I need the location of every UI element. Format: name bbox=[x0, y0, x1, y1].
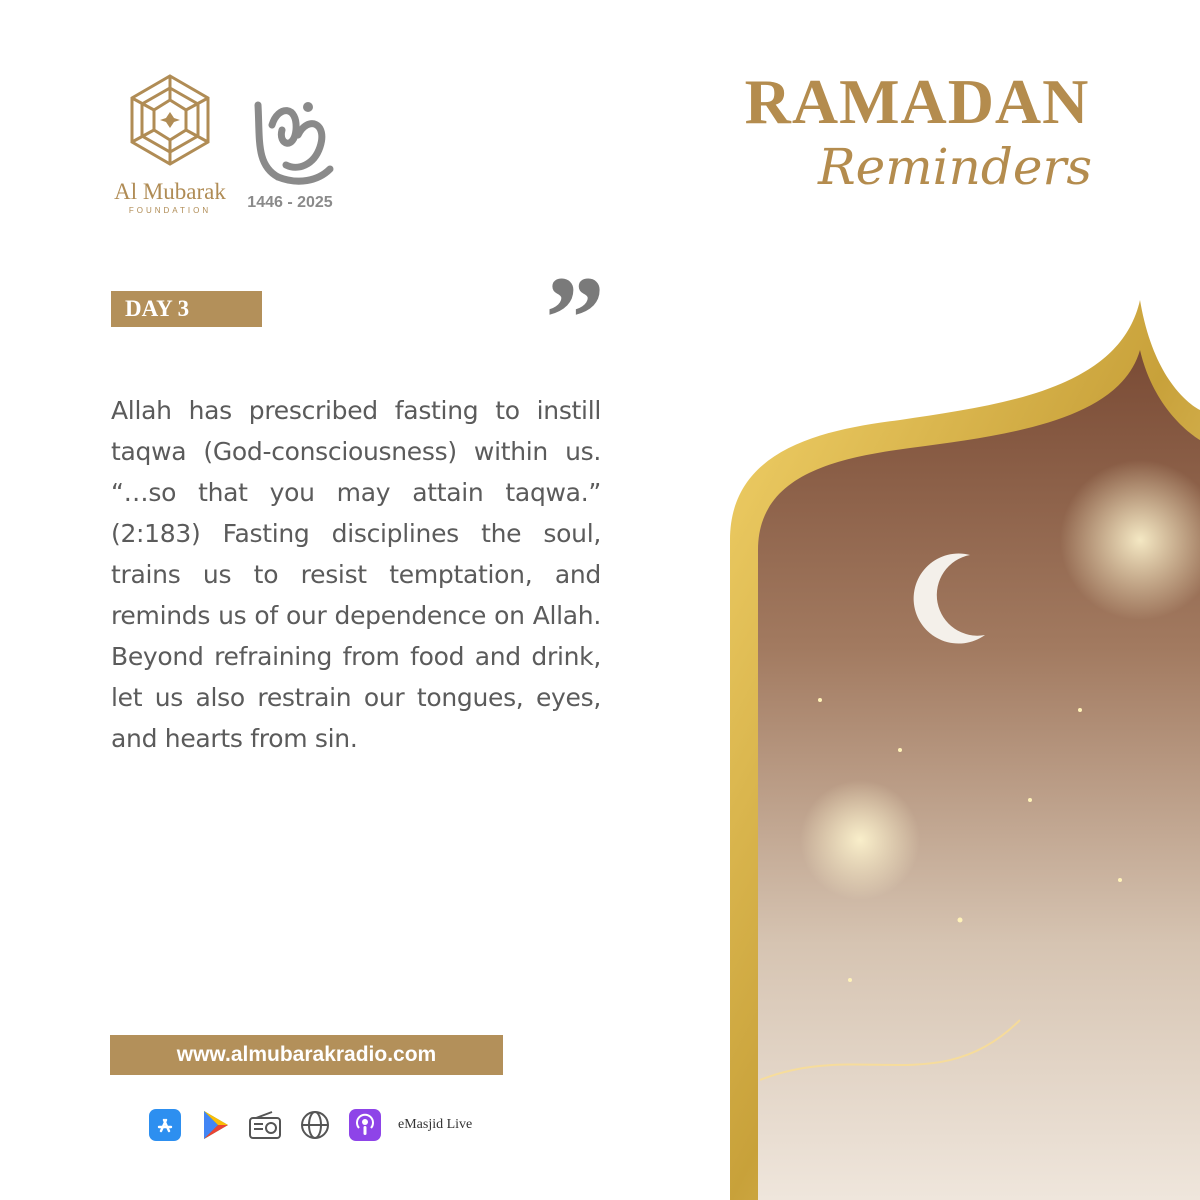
geometric-star-logo-icon bbox=[128, 72, 212, 168]
radio-icon[interactable] bbox=[248, 1108, 282, 1142]
day-badge: DAY 3 bbox=[111, 291, 262, 327]
google-play-icon[interactable] bbox=[198, 1108, 232, 1142]
podcast-icon[interactable] bbox=[348, 1108, 382, 1142]
app-links bbox=[148, 1108, 472, 1142]
page-subtitle: Reminders bbox=[818, 138, 1092, 196]
foundation-name: Al Mubarak bbox=[114, 179, 226, 204]
app-store-icon[interactable] bbox=[148, 1108, 182, 1142]
quote-mark-icon: ” bbox=[545, 251, 605, 384]
globe-icon[interactable] bbox=[298, 1108, 332, 1142]
mosque-arch-illustration bbox=[700, 280, 1200, 1200]
reminder-text: Allah has prescribed fasting to instill taqwa (God-consciousness) within us. “…so that you may attain taqwa.” (2:183) Fasting disciplines the soul, trains us to resist temptation, and reminds us of our dependence on Allah. Beyond refraining from food and drink, let us also restrain our tongues, eyes, and hearts from sin. bbox=[111, 396, 601, 753]
page-title: RAMADAN bbox=[744, 66, 1090, 137]
foundation-logo bbox=[105, 72, 235, 215]
foundation-sub: FOUNDATION bbox=[128, 206, 212, 215]
ramadan-calligraphy-icon bbox=[238, 85, 338, 195]
emasjid-live-link[interactable]: eMasjid Live bbox=[398, 1117, 473, 1132]
year-label: 1446 - 2025 bbox=[247, 194, 333, 211]
website-url-link[interactable]: www.almubarakradio.com bbox=[110, 1035, 503, 1075]
